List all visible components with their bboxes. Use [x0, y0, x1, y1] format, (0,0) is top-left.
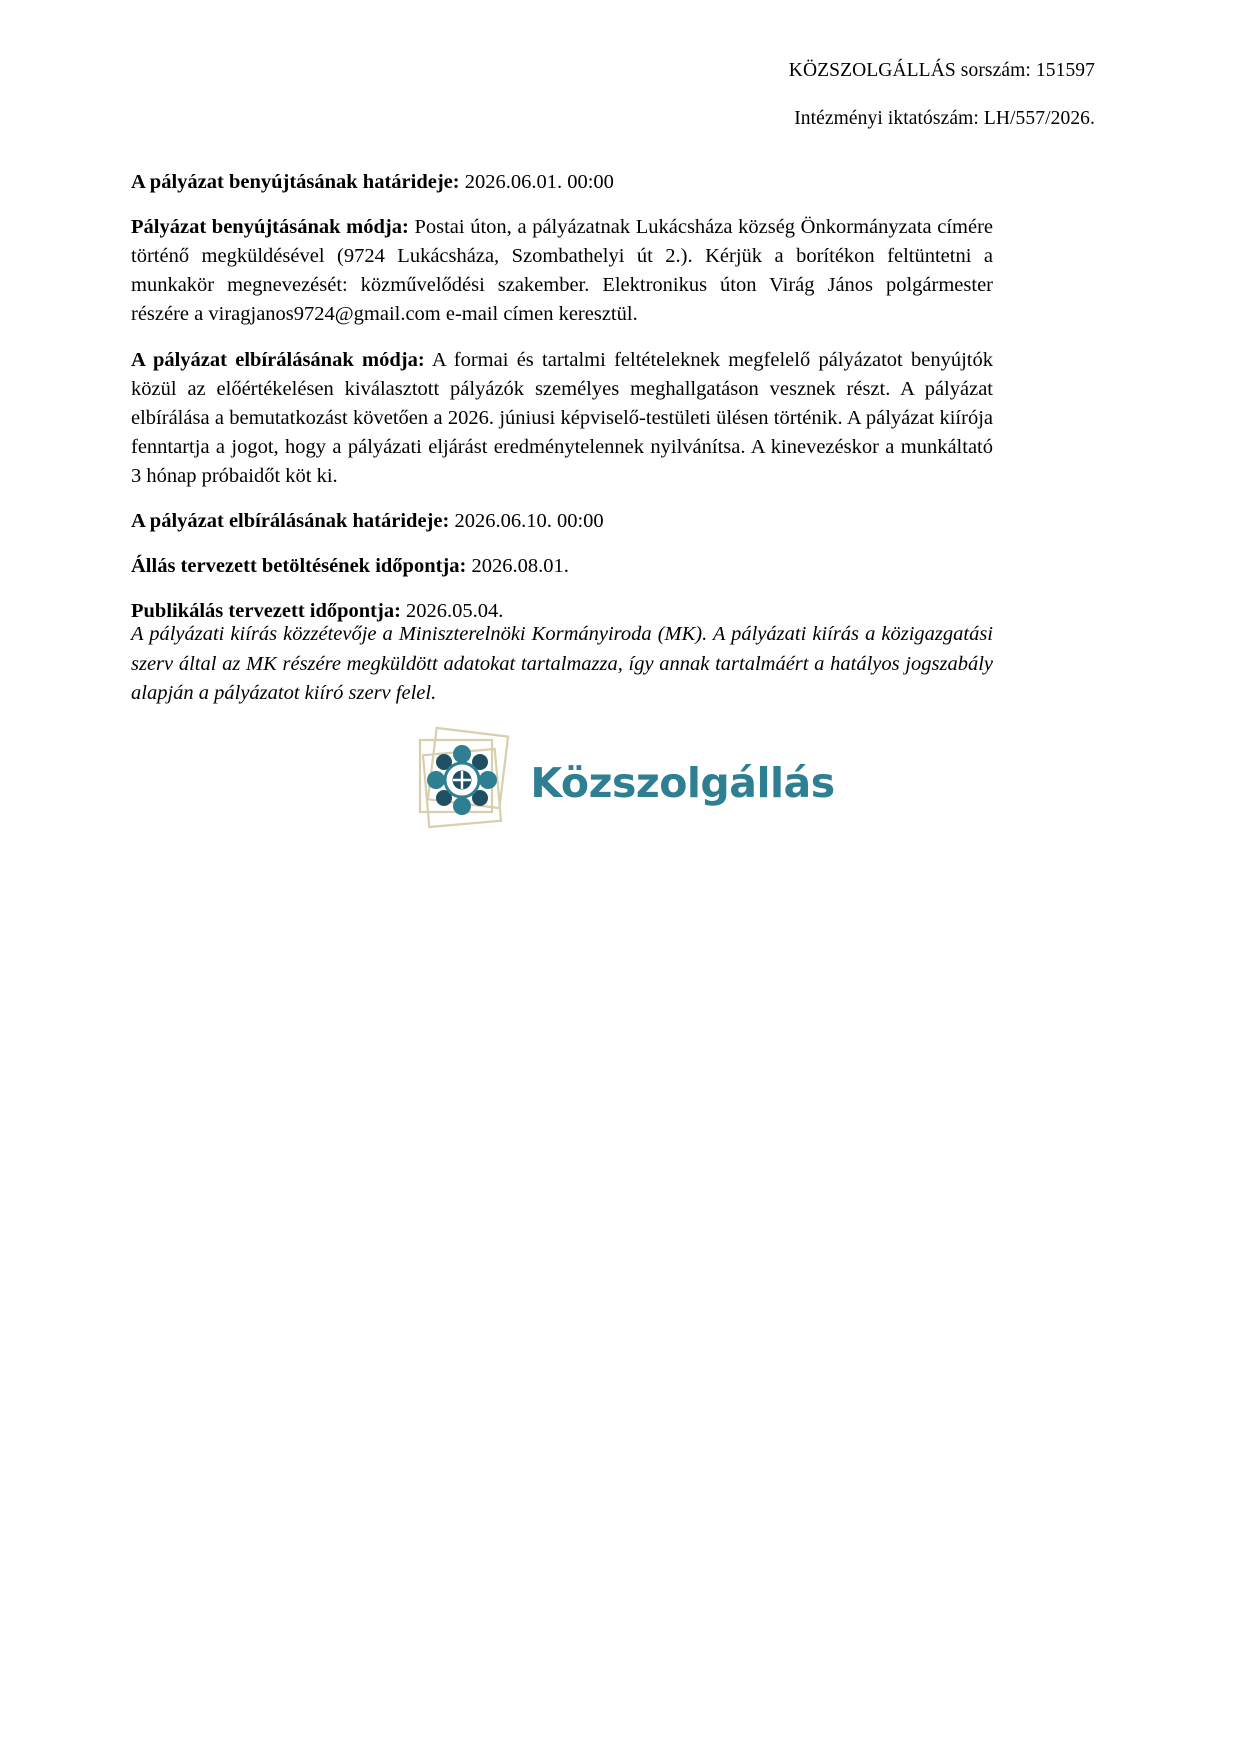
planned-start-paragraph — [131, 552, 993, 581]
evaluation-deadline-value: 2026.06.10. 00:00 — [454, 510, 604, 533]
evaluation-deadline-label: A pályázat elbírálásának határideje: — [131, 510, 450, 533]
kozszolgallas-logo — [0, 726, 1241, 836]
kozszolgallas-rosette-icon — [406, 726, 526, 836]
submission-deadline-value: 2026.06.01. 00:00 — [464, 171, 614, 193]
publisher-disclaimer: A pályázati kiírás közzétevője a Miniszterelnöki Kormányiroda (MK). A pályázati kiírás a közigazgatási szerv által az MK részére megküldött adatokat tartalmazza, így annak tartalmáért a hatályos jogszabály alapján a pályázatot kiíró szerv felel. — [131, 623, 993, 705]
kozszolgallas-wordmark: Közszolgállás — [530, 758, 835, 807]
institution-reference: Intézményi iktatószám: LH/557/2026. — [794, 108, 1095, 130]
submission-method-text: Postai úton, a pályázatnak Lukácsháza község Önkormányzata címére történő megküldésével (9724 Lukácsháza, Szombathelyi út 2.). Kérjük a borítékon feltüntetni a munkakör megnevezését: közművelődési szakember. Elektronikus úton Virág János polgármester részére a viragjanos9724@gmail.com e-mail címen keresztül. — [131, 216, 994, 326]
evaluation-method-paragraph — [131, 346, 993, 492]
evaluation-deadline-paragraph — [131, 507, 993, 536]
submission-method-paragraph — [131, 213, 993, 329]
planned-start-value: 2026.08.01. — [471, 555, 569, 578]
submission-deadline-paragraph — [131, 168, 993, 197]
kozszolgallas-reference: KÖZSZOLGÁLLÁS sorszám: 151597 — [788, 60, 1095, 81]
submission-deadline-label: A pályázat benyújtásának határideje: — [131, 171, 460, 193]
evaluation-method-label: A pályázat elbírálásának módja: — [131, 348, 425, 371]
planned-publication-value: 2026.05.04. — [406, 600, 504, 623]
submission-method-label: Pályázat benyújtásának módja: — [131, 216, 409, 239]
planned-publication-label: Publikálás tervezett időpontja: — [131, 600, 401, 623]
document-header — [128, 58, 1095, 133]
document-body — [131, 168, 993, 626]
evaluation-method-text: A formai és tartalmi feltételeknek megfelelő pályázatot benyújtók közül az előértékelésen kiválasztott pályázók személyes meghallgatáson vesznek részt. A pályázat elbírálása a bemutatkozást követően a 2026. júniusi képviselő-testületi ülésen történik. A pályázat kiírója fenntartja a jogot, hogy a pályázati eljárást eredménytelennek nyilvánítsa. A kinevezéskor a munkáltató 3 hónap próbaidőt köt ki. — [131, 348, 993, 487]
planned-start-label: Állás tervezett betöltésének időpontja: — [131, 555, 467, 578]
